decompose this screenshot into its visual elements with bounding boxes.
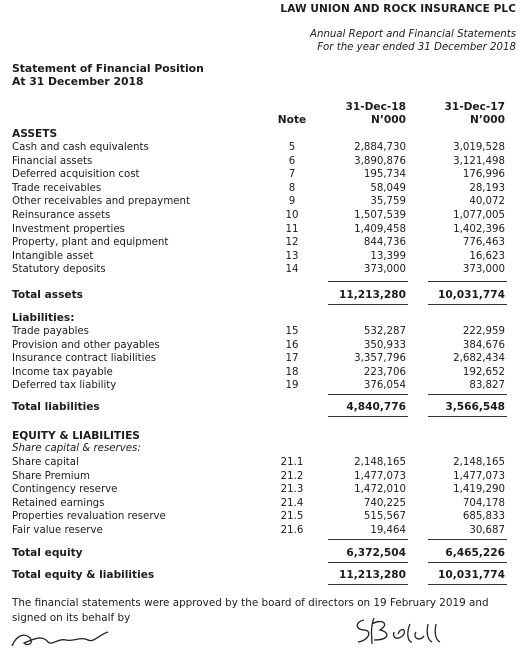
row-value-2017: 40,072 (469, 196, 505, 208)
row-value-2017: 685,833 (462, 511, 505, 523)
approval-statement: The financial statements were approved by the board of directors on 19 February 2019 and signed on its behalf by (12, 597, 489, 624)
row-note: 21.5 (280, 511, 304, 523)
row-note: 15 (285, 326, 299, 337)
col-2018-unit: N’000 (370, 114, 406, 126)
row-label: Deferred acquisition cost (12, 169, 140, 181)
row-value-2017: 1,077,005 (453, 210, 505, 221)
row-note: 21.6 (280, 525, 304, 536)
row-value-2017: 1,402,396 (453, 223, 505, 235)
row-label: Retained earnings (12, 497, 105, 509)
row-value-2018: 740,225 (363, 497, 406, 509)
signature-left (8, 628, 128, 648)
row-label: Income tax payable (12, 366, 113, 378)
row-label: Fair value reserve (12, 525, 103, 536)
total-equity-2017: 6,465,226 (445, 547, 505, 559)
total-assets-2018: 11,213,280 (338, 289, 406, 301)
row-note: 12 (285, 237, 299, 249)
signature-right (350, 614, 460, 648)
row-value-2017: 776,463 (462, 237, 505, 249)
equity-subtotal-rule (428, 539, 507, 540)
row-note: 18 (285, 366, 299, 378)
row-value-2017: 28,193 (469, 182, 505, 194)
row-value-2017: 1,477,073 (453, 470, 505, 482)
total-liabilities-rule (328, 416, 408, 417)
row-label: Other receivables and prepayment (12, 196, 190, 208)
row-value-2017: 222,959 (462, 326, 505, 337)
liabilities-subtotal-rule (428, 394, 507, 395)
row-value-2017: 192,652 (462, 366, 505, 378)
statement-date: At 31 December 2018 (12, 75, 144, 88)
row-value-2017: 2,148,165 (453, 457, 505, 468)
row-note: 5 (288, 142, 296, 153)
assets-heading: ASSETS (12, 128, 58, 140)
grand-total-rule (328, 584, 408, 585)
row-value-2018: 532,287 (363, 326, 406, 337)
row-value-2017: 373,000 (462, 264, 505, 276)
row-label: Cash and cash equivalents (12, 142, 149, 153)
equity-subtotal-rule (328, 539, 408, 540)
liabilities-heading: Liabilities: (12, 312, 75, 324)
row-value-2018: 1,409,458 (354, 223, 406, 235)
row-note: 8 (288, 182, 296, 194)
row-value-2018: 223,706 (363, 366, 406, 378)
assets-subtotal-rule (428, 281, 507, 282)
row-value-2018: 1,507,539 (354, 210, 406, 221)
assets-subtotal-rule (328, 281, 408, 282)
total-liabilities-label: Total liabilities (12, 401, 100, 413)
row-note: 21.1 (280, 457, 304, 468)
report-title: Annual Report and Financial Statements (309, 29, 516, 40)
row-note: 11 (285, 223, 299, 235)
row-label: Investment properties (12, 223, 125, 235)
row-value-2018: 35,759 (370, 196, 406, 208)
row-value-2018: 376,054 (363, 380, 406, 392)
row-note: 13 (285, 250, 299, 262)
row-value-2018: 2,148,165 (354, 457, 406, 468)
row-note: 16 (285, 339, 299, 351)
note-column-header: Note (277, 114, 307, 126)
total-equity-liabilities-2018: 11,213,280 (338, 569, 406, 581)
row-label: Intangible asset (12, 250, 94, 262)
row-value-2018: 350,933 (363, 339, 406, 351)
row-note: 6 (288, 155, 296, 167)
col-2017-date: 31-Dec-17 (444, 101, 505, 113)
row-label: Statutory deposits (12, 264, 106, 276)
col-2018-date: 31-Dec-18 (345, 101, 406, 113)
row-value-2018: 3,890,876 (354, 155, 406, 167)
row-value-2018: 2,884,730 (354, 142, 406, 153)
row-note: 9 (288, 196, 296, 208)
equity-subheading: Share capital & reserves: (12, 443, 141, 454)
row-label: Share Premium (12, 470, 90, 482)
row-label: Trade payables (12, 326, 89, 337)
col-2017-unit: N’000 (469, 114, 505, 126)
total-equity-2018: 6,372,504 (346, 547, 406, 559)
row-note: 10 (285, 210, 299, 221)
row-note: 17 (285, 353, 299, 365)
row-label: Contingency reserve (12, 484, 118, 496)
row-value-2018: 1,472,010 (354, 484, 406, 496)
statement-title: Statement of Financial Position (12, 62, 204, 75)
row-value-2018: 58,049 (370, 182, 406, 194)
row-label: Deferred tax liability (12, 380, 117, 392)
total-equity-rule (428, 562, 507, 563)
row-label: Insurance contract liabilities (12, 353, 157, 365)
row-note: 7 (288, 169, 296, 181)
row-value-2018: 373,000 (363, 264, 406, 276)
row-value-2017: 1,419,290 (453, 484, 505, 496)
row-value-2018: 195,734 (363, 169, 406, 181)
row-value-2017: 2,682,434 (453, 353, 505, 365)
row-value-2017: 3,019,528 (453, 142, 505, 153)
row-value-2017: 30,687 (469, 525, 505, 536)
row-note: 21.3 (280, 484, 304, 496)
row-value-2018: 844,736 (363, 237, 406, 249)
row-value-2017: 704,178 (462, 497, 505, 509)
row-value-2018: 13,399 (370, 250, 406, 262)
total-equity-liabilities-label: Total equity & liabilities (12, 569, 155, 581)
row-note: 21.4 (280, 497, 304, 509)
row-value-2018: 1,477,073 (354, 470, 406, 482)
total-equity-label: Total equity (12, 547, 83, 559)
total-assets-rule (428, 304, 507, 305)
row-label: Property, plant and equipment (12, 237, 169, 249)
total-assets-label: Total assets (12, 289, 83, 301)
row-note: 14 (285, 264, 299, 276)
row-label: Trade receivables (12, 182, 102, 194)
total-equity-rule (328, 562, 408, 563)
total-assets-rule (328, 304, 408, 305)
row-value-2017: 3,121,498 (453, 155, 505, 167)
row-value-2018: 19,464 (370, 525, 406, 536)
total-liabilities-2018: 4,840,776 (346, 401, 406, 413)
grand-total-rule (428, 584, 507, 585)
report-period: For the year ended 31 December 2018 (317, 42, 516, 53)
row-value-2018: 515,567 (363, 511, 406, 523)
liabilities-subtotal-rule (328, 394, 408, 395)
total-liabilities-2017: 3,566,548 (445, 401, 505, 413)
row-label: Properties revaluation reserve (12, 511, 166, 523)
row-value-2018: 3,357,796 (354, 353, 406, 365)
row-value-2017: 16,623 (469, 250, 505, 262)
total-liabilities-rule (428, 416, 507, 417)
row-note: 19 (285, 380, 299, 392)
total-equity-liabilities-2017: 10,031,774 (437, 569, 505, 581)
row-label: Share capital (12, 457, 79, 468)
equity-heading: EQUITY & LIABILITIES (12, 430, 140, 442)
total-assets-2017: 10,031,774 (437, 289, 505, 301)
row-value-2017: 176,996 (462, 169, 505, 181)
row-label: Reinsurance assets (12, 210, 111, 221)
row-label: Provision and other payables (12, 339, 160, 351)
row-note: 21.2 (280, 470, 304, 482)
row-value-2017: 384,676 (462, 339, 505, 351)
row-value-2017: 83,827 (469, 380, 505, 392)
company-name: LAW UNION AND ROCK INSURANCE PLC (280, 3, 516, 15)
row-label: Financial assets (12, 155, 93, 167)
